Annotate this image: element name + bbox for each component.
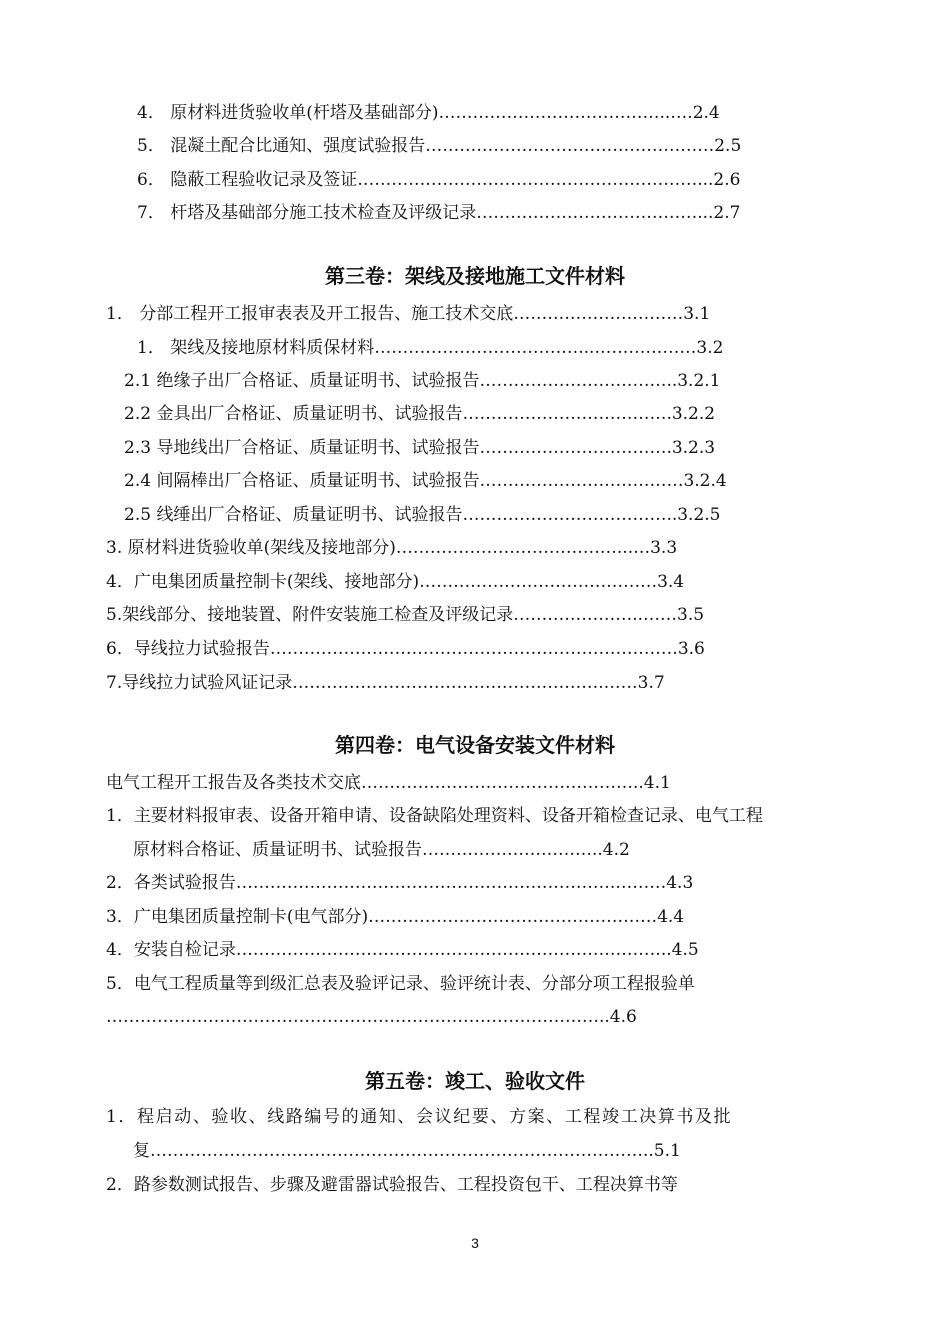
- toc-entry: 2．路参数测试报告、步骤及避雷器试验报告、工程投资包干、工程决算书等: [106, 1175, 678, 1195]
- toc-entry: 6．导线拉力试验报告………………………………………………………………3.6: [106, 639, 705, 659]
- toc-entry: 4．安装自检记录…………………………………………………………………..4.5: [106, 940, 699, 960]
- page-number: 3: [471, 1235, 479, 1251]
- toc-entry: 原材料合格证、质量证明书、试验报告…………………………..4.2: [133, 840, 630, 860]
- toc-entry: 2．各类试验报告………………………………………………………….………4.3: [106, 873, 694, 893]
- toc-entry: 3. 原材料进货验收单(架线及接地部分)…………………………………...…3.3: [106, 538, 678, 558]
- toc-entry: 1．主要材料报审表、设备开箱申请、设备缺陷处理资料、设备开箱检查记录、电气工程: [106, 806, 763, 826]
- toc-entry: 1． 分部工程开工报审表表及开工报告、施工技术交底…………………………3.1: [106, 304, 711, 324]
- toc-entry: 5．电气工程质量等到级汇总表及验评记录、验评统计表、分部分项工程报验单: [106, 974, 695, 994]
- toc-entry: 复……………………………………………………………………………..5.1: [133, 1141, 681, 1161]
- toc-entry: 电气工程开工报告及各类技术交底…………………………………………..4.1: [106, 773, 671, 793]
- toc-entry: 7.导线拉力试验风证记录……………………………………………….……3.7: [106, 673, 665, 693]
- volume-3-title: 第三卷：架线及接地施工文件材料: [325, 264, 625, 288]
- volume-4-title: 第四卷：电气设备安装文件材料: [335, 733, 615, 757]
- toc-entry: 5.架线部分、接地装置、附件安装施工检查及评级记录…………………..……3.5: [106, 605, 705, 625]
- toc-entry: 5． 混凝土配合比通知、强度试验报告……………………………………………2.5: [137, 136, 742, 156]
- toc-entry: 4． 原材料进货验收单(杆塔及基础部分)…………………………………..….2.4: [137, 103, 720, 123]
- toc-entry: 6． 隐蔽工程验收记录及签证……………………………………………………...2.6: [137, 170, 741, 190]
- toc-entry: 1． 架线及接地原材料质保材料………………………………...………………3.2: [137, 338, 724, 358]
- toc-entry: ……………………………………………………………………………..4.6: [106, 1007, 637, 1027]
- toc-entry: 1．程启动、验收、线路编号的通知、会议纪要、方案、工程竣工决算书及批: [106, 1107, 733, 1127]
- toc-entry: 7． 杆塔及基础部分施工技术检查及评级记录…………………………………...2.7: [137, 203, 741, 223]
- volume-5-title: 第五卷：竣工、验收文件: [365, 1069, 585, 1093]
- toc-entry: 4．广电集团质量控制卡(架线、接地部分)……………………………………3.4: [106, 572, 685, 592]
- toc-entry: 2.4 间隔棒出厂合格证、质量证明书、试验报告………………………………3.2.4: [124, 471, 727, 491]
- toc-entry: 2.3 导地线出厂合格证、质量证明书、试验报告…………………………….3.2.3: [124, 438, 716, 458]
- toc-entry: 2.2 金具出厂合格证、质量证明书、试验报告……………………………….3.2.2: [124, 404, 716, 424]
- toc-entry: 2.1 绝缘子出厂合格证、质量证明书、试验报告……………………………..3.2.1: [124, 371, 721, 391]
- toc-entry: 3．广电集团质量控制卡(电气部分)……………………………………………4.4: [106, 907, 685, 927]
- toc-entry: 2.5 线缍出厂合格证、质量证明书、试验报告………………………………..3.2.5: [124, 505, 721, 525]
